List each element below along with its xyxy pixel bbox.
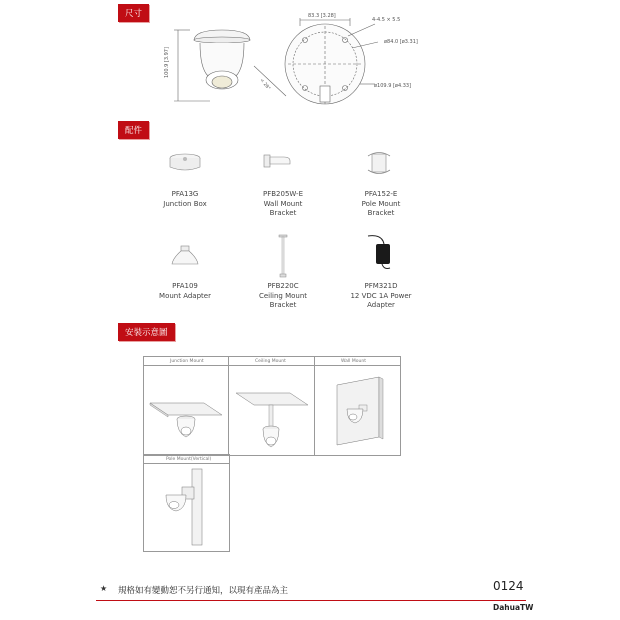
dim-width-label: 83.3 [3.28] [308,13,336,19]
accessory-model: PFB205W-E [263,190,303,198]
accessory-model: PFB220C [267,282,299,290]
accessory-model: PFM321D [364,282,398,290]
accessory-desc: Junction Box [163,199,207,208]
accessory-desc: Ceiling Mount [258,291,308,300]
accessory-model: PFA152-E [364,190,398,198]
footer-disclaimer: 規格如有變動恕不另行通知，以現有產品為主 [118,586,289,596]
dim-height-label: 100.9 [3.97] [164,47,170,78]
dim-angle-label: < 28° [258,78,271,92]
accessory-desc: Pole Mount [361,199,401,208]
accessory-pfa109 [140,282,230,301]
junction-mount-diagram [146,367,226,453]
pole-mount-diagram [146,465,226,549]
footer-divider [96,600,526,601]
power-adapter-image [364,232,398,272]
junction-box-image [168,152,202,174]
install-wall-header: Wall Mount [315,357,400,366]
dim-holes-label: 4-4.5 × 5.5 [372,17,401,23]
brand-name: DahuaTW [493,603,534,612]
mount-adapter-image [170,244,200,268]
footer-star-icon: ★ [100,584,108,593]
section-dimensions-tag: 尺寸 [118,4,149,22]
accessory-pfb220c [238,282,328,311]
accessory-pfm321d [336,282,426,311]
installation-grid-top [143,356,401,456]
page-number: 0124 [493,579,524,593]
accessory-desc: Mount Adapter [159,291,211,300]
ceiling-mount-bracket-image [276,234,290,278]
pole-mount-bracket-image [364,150,394,176]
dim-outer-diameter-label: ø109.9 [ø4.33] [374,83,412,89]
section-installation-tag: 安裝示意圖 [118,323,175,341]
accessory-model: PFA13G [171,190,199,198]
accessory-desc: Adapter [367,301,395,309]
dim-inner-diameter-label: ø84.0 [ø3.31] [384,39,418,45]
accessory-model: PFA109 [172,282,198,290]
accessory-desc: 12 VDC 1A Power [350,291,412,300]
install-ceiling-header: Ceiling Mount [229,357,314,366]
wall-mount-diagram [317,367,397,453]
section-accessories-tag: 配件 [118,121,149,139]
accessory-desc: Bracket [269,301,297,309]
accessory-desc: Bracket [367,209,395,217]
accessory-desc: Bracket [269,209,297,217]
wall-mount-bracket-image [262,152,292,172]
dimension-drawing [150,8,450,112]
accessory-desc: Wall Mount [263,199,303,208]
install-pole-header: Pole Mount(Vertical) [144,455,229,464]
ceiling-mount-diagram [232,367,312,453]
install-junction-header: Junction Mount [144,357,228,366]
accessory-pfb205w-e [238,190,328,219]
accessory-pfa13g [140,190,230,209]
installation-grid-bottom [143,454,230,552]
accessory-pfa152-e [336,190,426,219]
